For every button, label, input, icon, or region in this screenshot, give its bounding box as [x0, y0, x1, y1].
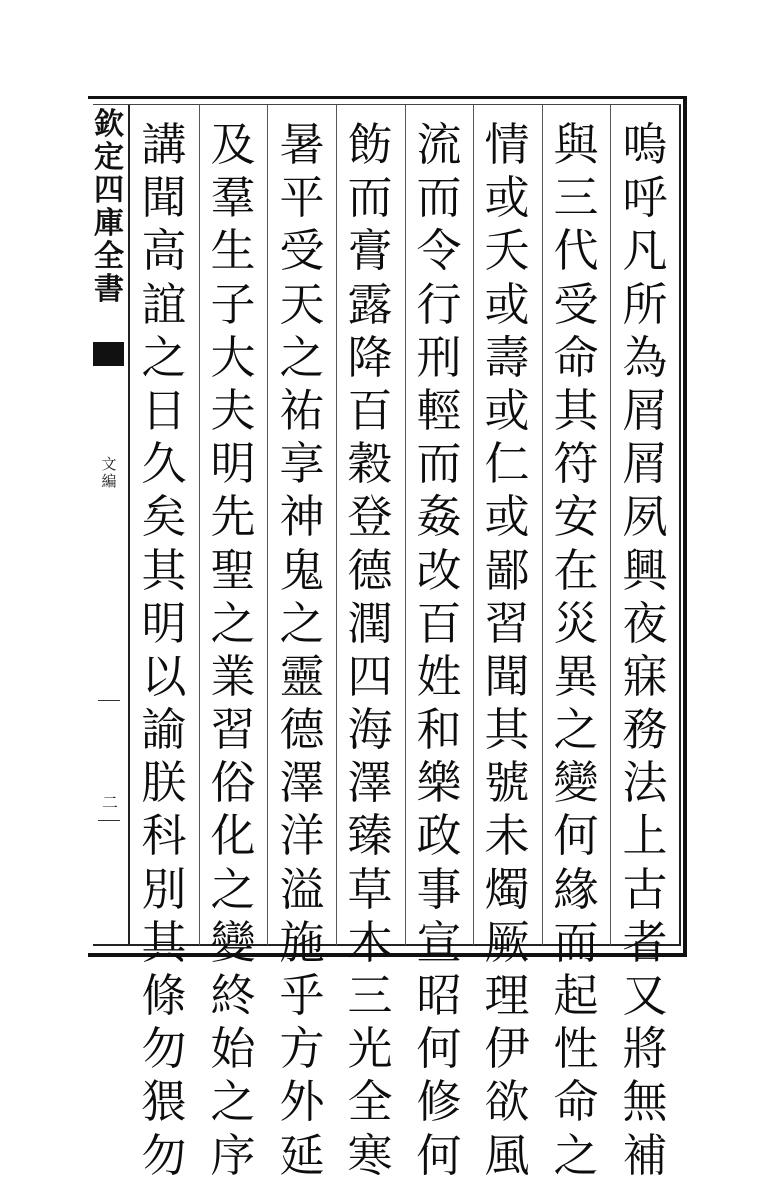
text-char: 其 — [141, 543, 187, 597]
text-char: 聞 — [141, 171, 187, 225]
text-char: 燭 — [484, 862, 530, 916]
section-subtitle-char: 編 — [101, 472, 117, 490]
text-char: 明 — [210, 437, 256, 491]
text-column — [477, 118, 537, 1182]
text-column — [546, 118, 606, 1182]
text-char: 或 — [484, 383, 530, 437]
text-column — [340, 118, 400, 1182]
text-char: 膏 — [347, 224, 393, 278]
text-char: 方 — [279, 1022, 325, 1076]
text-char: 夜 — [622, 596, 668, 650]
text-char: 天 — [279, 277, 325, 331]
text-char: 符 — [553, 437, 599, 491]
text-char: 全 — [347, 1075, 393, 1129]
text-char: 講 — [141, 118, 187, 171]
fish-tail-mark — [93, 342, 124, 366]
fold-margin-rule — [128, 105, 130, 945]
text-char: 仁 — [484, 437, 530, 491]
text-char: 久 — [141, 437, 187, 491]
text-char: 猥 — [141, 1075, 187, 1129]
text-char: 終 — [210, 969, 256, 1022]
text-char: 科 — [141, 809, 187, 863]
text-char: 習 — [484, 596, 530, 650]
text-char: 凡 — [622, 224, 668, 278]
text-char: 及 — [210, 118, 256, 171]
text-char: 受 — [279, 224, 325, 278]
section-subtitle-char: 文 — [101, 455, 117, 473]
text-char: 而 — [416, 437, 462, 491]
text-char: 何 — [416, 1022, 462, 1076]
text-char: 聞 — [484, 649, 530, 703]
text-char: 姓 — [416, 649, 462, 703]
text-char: 之 — [553, 703, 599, 757]
text-char: 其 — [553, 383, 599, 437]
collection-title-char: 四 — [94, 173, 124, 208]
text-char: 百 — [347, 383, 393, 437]
column-rule — [473, 105, 474, 945]
text-char: 海 — [347, 703, 393, 757]
text-char: 朕 — [141, 756, 187, 810]
text-char: 行 — [416, 277, 462, 331]
text-char: 情 — [484, 118, 530, 171]
text-char: 昭 — [416, 969, 462, 1022]
text-char: 流 — [416, 118, 462, 171]
text-column — [272, 118, 332, 1182]
text-column — [134, 118, 194, 1182]
text-char: 未 — [484, 809, 530, 863]
text-char: 羣 — [210, 171, 256, 225]
text-char: 先 — [210, 490, 256, 544]
text-char: 鬼 — [279, 543, 325, 597]
text-char: 將 — [622, 1022, 668, 1076]
text-char: 令 — [416, 224, 462, 278]
text-char: 和 — [416, 703, 462, 757]
text-char: 登 — [347, 490, 393, 544]
text-char: 序 — [210, 1128, 256, 1182]
text-char: 條 — [141, 969, 187, 1022]
text-char: 補 — [622, 1128, 668, 1182]
text-char: 其 — [141, 915, 187, 969]
text-char: 之 — [210, 1075, 256, 1129]
text-char: 誼 — [141, 277, 187, 331]
text-char: 為 — [622, 330, 668, 384]
frame-inner-top-rule — [93, 104, 681, 105]
text-char: 災 — [553, 596, 599, 650]
text-char: 而 — [553, 915, 599, 969]
text-char: 之 — [210, 596, 256, 650]
text-char: 外 — [279, 1075, 325, 1129]
text-char: 變 — [553, 756, 599, 810]
collection-title-char: 書 — [94, 272, 124, 307]
text-char: 屑 — [622, 383, 668, 437]
text-char: 與 — [553, 118, 599, 171]
page-number: 二 — [101, 793, 118, 812]
text-char: 厥 — [484, 915, 530, 969]
text-char: 事 — [416, 862, 462, 916]
text-char: 別 — [141, 862, 187, 916]
text-char: 化 — [210, 809, 256, 863]
text-char: 高 — [141, 224, 187, 278]
text-char: 代 — [553, 224, 599, 278]
collection-title-char: 庫 — [94, 206, 124, 241]
text-char: 古 — [622, 862, 668, 916]
text-char: 暑 — [279, 118, 325, 171]
text-char: 寐 — [622, 649, 668, 703]
text-char: 伊 — [484, 1022, 530, 1076]
text-char: 上 — [622, 809, 668, 863]
text-char: 始 — [210, 1022, 256, 1076]
margin-tick-lower — [98, 820, 120, 821]
text-char: 其 — [484, 703, 530, 757]
text-char: 性 — [553, 1022, 599, 1076]
text-char: 德 — [347, 543, 393, 597]
collection-title-char: 定 — [94, 140, 124, 175]
text-char: 務 — [622, 703, 668, 757]
text-char: 寒 — [347, 1128, 393, 1182]
text-char: 之 — [210, 862, 256, 916]
text-char: 刑 — [416, 330, 462, 384]
text-char: 欲 — [484, 1075, 530, 1129]
text-column — [203, 118, 263, 1182]
text-char: 大 — [210, 330, 256, 384]
text-char: 洋 — [279, 809, 325, 863]
text-char: 草 — [347, 862, 393, 916]
section-subtitle — [96, 456, 122, 490]
text-char: 修 — [416, 1075, 462, 1129]
text-char: 俗 — [210, 756, 256, 810]
text-char: 呼 — [622, 171, 668, 225]
text-char: 或 — [484, 490, 530, 544]
text-char: 潤 — [347, 596, 393, 650]
text-char: 穀 — [347, 437, 393, 491]
text-char: 鄙 — [484, 543, 530, 597]
text-char: 宣 — [416, 915, 462, 969]
text-char: 改 — [416, 543, 462, 597]
text-char: 嗚 — [622, 118, 668, 171]
text-char: 而 — [347, 171, 393, 225]
text-char: 命 — [553, 330, 599, 384]
text-char: 三 — [347, 969, 393, 1022]
text-char: 諭 — [141, 703, 187, 757]
text-char: 習 — [210, 703, 256, 757]
column-rule — [542, 105, 543, 945]
collection-title-char: 欽 — [94, 107, 124, 142]
text-char: 勿 — [141, 1128, 187, 1182]
text-char: 異 — [553, 649, 599, 703]
text-char: 在 — [553, 543, 599, 597]
text-char: 之 — [279, 330, 325, 384]
text-char: 神 — [279, 490, 325, 544]
text-char: 木 — [347, 915, 393, 969]
column-rule — [405, 105, 406, 945]
collection-title-char: 全 — [94, 239, 124, 274]
text-char: 或 — [484, 277, 530, 331]
text-char: 平 — [279, 171, 325, 225]
text-char: 何 — [553, 809, 599, 863]
text-char: 飭 — [347, 118, 393, 171]
text-column — [409, 118, 469, 1182]
text-char: 子 — [210, 277, 256, 331]
text-char: 三 — [553, 171, 599, 225]
text-char: 澤 — [279, 756, 325, 810]
text-char: 壽 — [484, 330, 530, 384]
column-rule — [199, 105, 200, 945]
column-rule — [267, 105, 268, 945]
text-char: 者 — [622, 915, 668, 969]
text-char: 無 — [622, 1075, 668, 1129]
text-char: 屑 — [622, 437, 668, 491]
text-char: 聖 — [210, 543, 256, 597]
text-char: 施 — [279, 915, 325, 969]
text-char: 降 — [347, 330, 393, 384]
text-char: 緣 — [553, 862, 599, 916]
text-char: 明 — [141, 596, 187, 650]
text-char: 樂 — [416, 756, 462, 810]
text-char: 風 — [484, 1128, 530, 1182]
text-char: 夭 — [484, 224, 530, 278]
text-char: 所 — [622, 277, 668, 331]
text-char: 號 — [484, 756, 530, 810]
text-char: 政 — [416, 809, 462, 863]
text-char: 理 — [484, 969, 530, 1022]
text-char: 乎 — [279, 969, 325, 1022]
text-char: 姦 — [416, 490, 462, 544]
text-char: 百 — [416, 596, 462, 650]
text-char: 臻 — [347, 809, 393, 863]
margin-tick-upper — [98, 700, 120, 701]
text-char: 溢 — [279, 862, 325, 916]
text-char: 業 — [210, 649, 256, 703]
text-char: 矣 — [141, 490, 187, 544]
text-char: 輕 — [416, 383, 462, 437]
text-char: 勿 — [141, 1022, 187, 1076]
text-char: 享 — [279, 437, 325, 491]
text-char: 以 — [141, 649, 187, 703]
text-char: 夙 — [622, 490, 668, 544]
text-char: 法 — [622, 756, 668, 810]
text-char: 或 — [484, 171, 530, 225]
text-char: 之 — [279, 596, 325, 650]
text-column — [615, 118, 675, 1182]
text-char: 命 — [553, 1075, 599, 1129]
text-char: 祐 — [279, 383, 325, 437]
text-char: 日 — [141, 383, 187, 437]
frame-inner-right-rule — [679, 105, 681, 945]
text-char: 之 — [553, 1128, 599, 1182]
text-char: 生 — [210, 224, 256, 278]
text-char: 而 — [416, 171, 462, 225]
column-rule — [336, 105, 337, 945]
collection-title — [92, 108, 126, 306]
text-char: 變 — [210, 915, 256, 969]
text-char: 光 — [347, 1022, 393, 1076]
column-rule — [610, 105, 611, 945]
text-char: 安 — [553, 490, 599, 544]
text-char: 之 — [141, 330, 187, 384]
text-char: 四 — [347, 649, 393, 703]
text-char: 澤 — [347, 756, 393, 810]
text-char: 夫 — [210, 383, 256, 437]
text-char: 何 — [416, 1128, 462, 1182]
text-char: 興 — [622, 543, 668, 597]
text-char: 延 — [279, 1128, 325, 1182]
text-char: 受 — [553, 277, 599, 331]
text-char: 露 — [347, 277, 393, 331]
text-char: 又 — [622, 969, 668, 1022]
text-char: 德 — [279, 703, 325, 757]
text-char: 靈 — [279, 649, 325, 703]
text-char: 起 — [553, 969, 599, 1022]
